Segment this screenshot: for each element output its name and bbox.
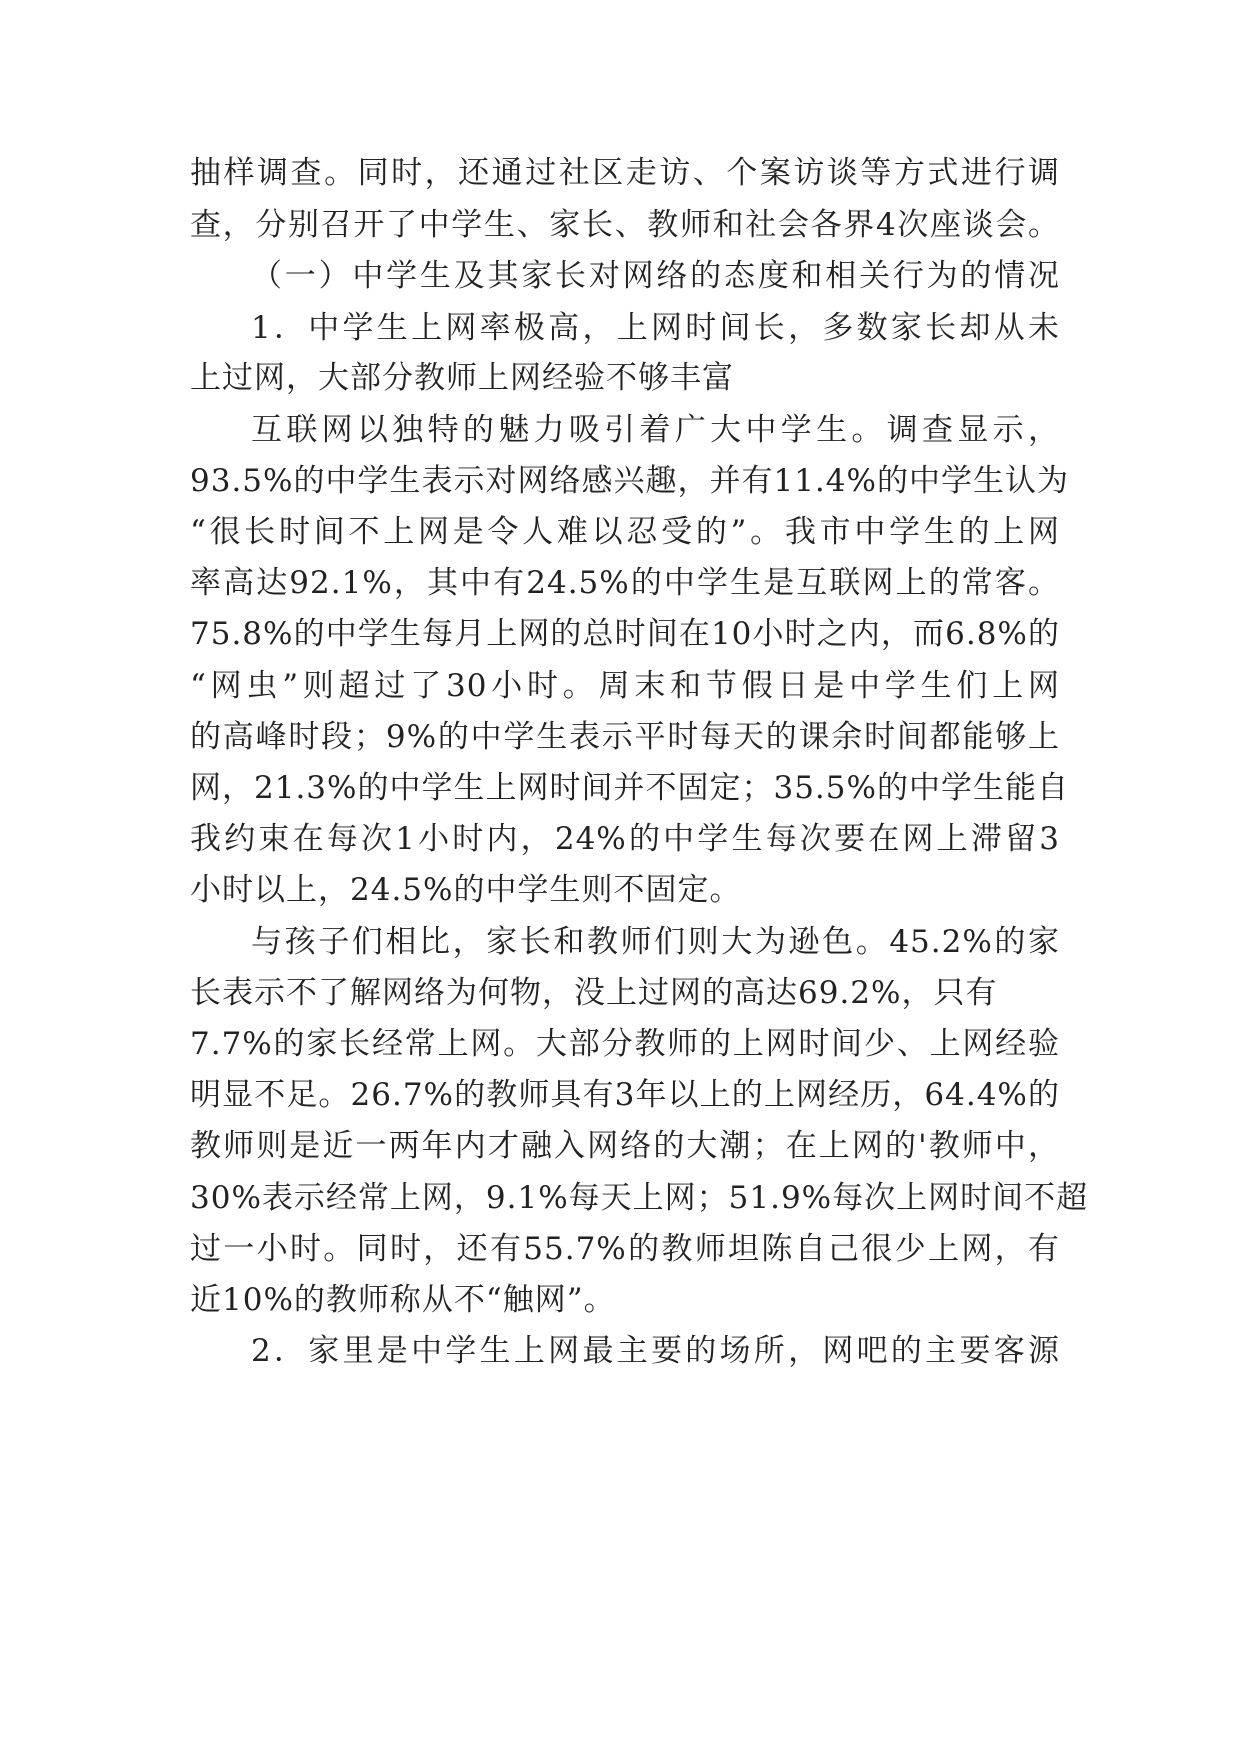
paragraph-line: 率高达92.1%，其中有24.5%的中学生是互联网上的常客。 xyxy=(190,565,1060,601)
paragraph-line: 查，分别召开了中学生、家长、教师和社会各界4次座谈会。 xyxy=(190,207,1060,243)
paragraph-line: 的高峰时段；9%的中学生表示平时每天的课余时间都能够上 xyxy=(190,719,1060,755)
paragraph-line: 抽样调查。同时，还通过社区走访、个案访谈等方式进行调 xyxy=(190,155,1060,191)
paragraph-line: “很长时间不上网是令人难以忍受的”。我市中学生的上网 xyxy=(190,514,1060,550)
paragraph-line: 小时以上，24.5%的中学生则不固定。 xyxy=(190,872,742,908)
paragraph-line: 互联网以独特的魅力吸引着广大中学生。调查显示， xyxy=(251,412,1060,448)
paragraph-line: 教师则是近一两年内才融入网络的大潮；在上网的'教师中， xyxy=(190,1128,1060,1164)
subsection-heading: 2．家里是中学生上网最主要的场所，网吧的主要客源 xyxy=(251,1333,1060,1369)
paragraph-line: 93.5%的中学生表示对网络感兴趣，并有11.4%的中学生认为 xyxy=(190,463,1069,499)
paragraph-line: 网，21.3%的中学生上网时间并不固定；35.5%的中学生能自 xyxy=(190,770,1069,806)
paragraph-line: 近10%的教师称从不“触网”。 xyxy=(190,1282,616,1318)
paragraph-line: “网虫”则超过了30小时。周末和节假日是中学生们上网 xyxy=(190,668,1060,704)
paragraph-line: 30%表示经常上网，9.1%每天上网；51.9%每次上网时间不超 xyxy=(190,1180,1089,1216)
paragraph-line: 7.7%的家长经常上网。大部分教师的上网时间少、上网经验 xyxy=(190,1026,1060,1062)
paragraph-line: 我约束在每次1小时内，24%的中学生每次要在网上滞留3 xyxy=(190,821,1060,857)
paragraph-line: 明显不足。26.7%的教师具有3年以上的上网经历，64.4%的 xyxy=(190,1077,1060,1113)
paragraph-line: 长表示不了解网络为何物，没上过网的高达69.2%，只有 xyxy=(190,975,998,1011)
subsection-heading-continued: 上过网，大部分教师上网经验不够丰富 xyxy=(190,360,734,396)
paragraph-line: 75.8%的中学生每月上网的总时间在10小时之内，而6.8%的 xyxy=(190,616,1060,652)
section-heading: （一）中学生及其家长对网络的态度和相关行为的情况 xyxy=(251,258,1060,294)
subsection-heading: 1．中学生上网率极高，上网时间长，多数家长却从未 xyxy=(251,310,1060,346)
paragraph-line: 过一小时。同时，还有55.7%的教师坦陈自己很少上网，有 xyxy=(190,1231,1060,1267)
paragraph-line: 与孩子们相比，家长和教师们则大为逊色。45.2%的家 xyxy=(251,924,1060,960)
